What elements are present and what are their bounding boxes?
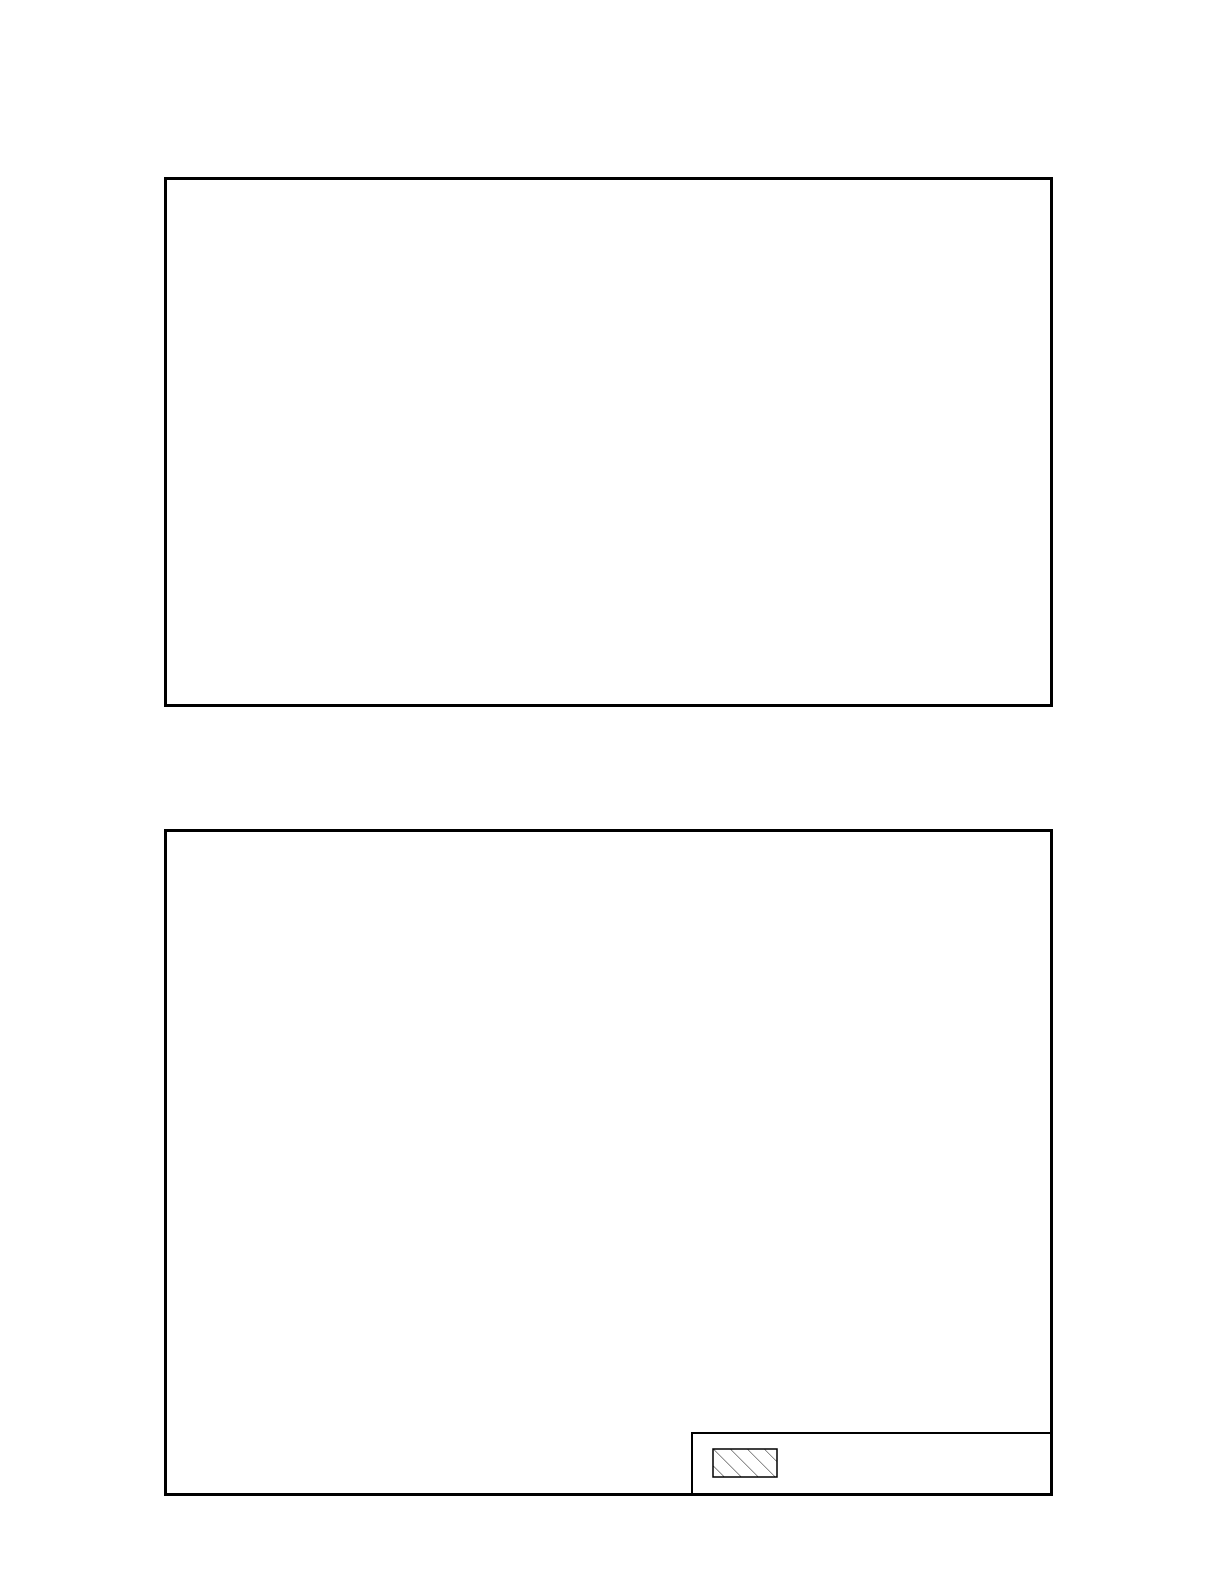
selection-graph: [170, 215, 1050, 705]
legend-box: [691, 1432, 1051, 1494]
hatch-swatch-icon: [712, 1448, 778, 1478]
performance-table: [210, 875, 970, 1375]
